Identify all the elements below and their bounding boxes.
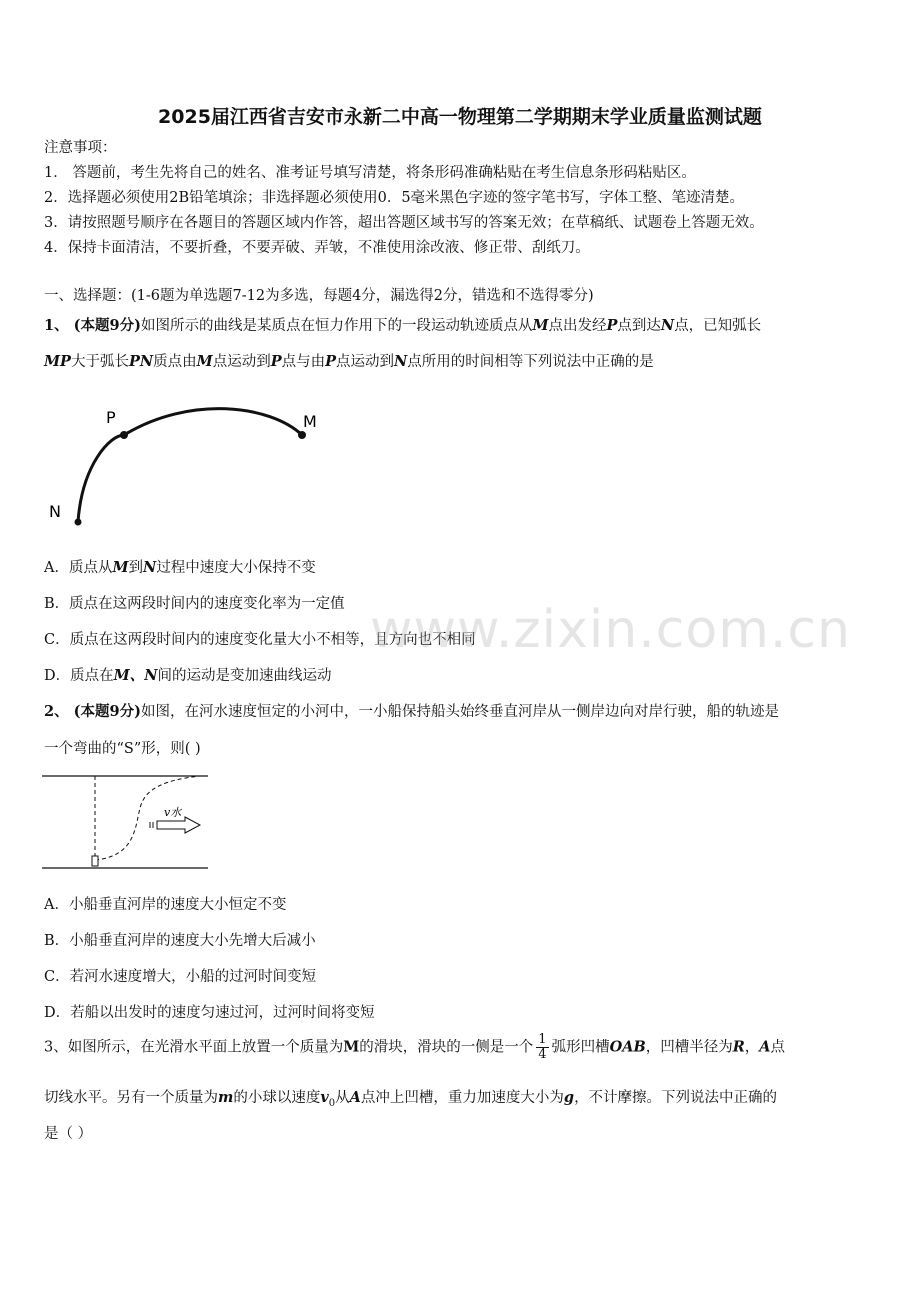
- q1-var: P: [325, 353, 337, 370]
- opt-var: M、N: [113, 667, 158, 684]
- q1-trajectory-figure: [40, 395, 340, 535]
- q3-text: 从: [335, 1090, 350, 1106]
- q1-number: 1、 (本题9分): [44, 317, 141, 334]
- fraction-numerator: 1: [538, 1032, 547, 1047]
- opt-var: N: [143, 559, 157, 576]
- q1-var: P: [606, 317, 618, 334]
- q1-option-b: B．质点在这两段时间内的速度变化率为一定值: [44, 596, 345, 612]
- watermark: www.zixin.com.cn: [370, 600, 851, 660]
- notice-item-2: 2．选择题必须使用2B铅笔填涂；非选择题必须使用0．5毫米黑色字迹的签字笔书写，字体工整、笔迹清楚。: [44, 190, 745, 206]
- fraction-denominator: 4: [538, 1047, 547, 1062]
- section-heading: 一、选择题：(1-6题为单选题7-12为多选，每题4分，漏选得2分，错选和不选得零分): [44, 288, 594, 304]
- q1-var: N: [394, 353, 408, 370]
- q3-text: 的小球以速度: [233, 1090, 321, 1106]
- opt-text: 到: [128, 560, 144, 576]
- q2-option-c: C．若河水速度增大，小船的过河时间变短: [44, 969, 317, 985]
- q3-line-2: [44, 1086, 777, 1109]
- q1-line-2: [44, 350, 654, 371]
- q1-text: 大于弧长: [70, 354, 129, 370]
- q1-text-d: 点，已知弧长: [674, 318, 762, 334]
- q3-subscript: 0: [328, 1097, 336, 1109]
- q3-var: M: [343, 1038, 360, 1056]
- label-n: N: [49, 502, 61, 521]
- q3-text: ，凹槽半径为: [645, 1039, 733, 1056]
- page-title: 2025届江西省吉安市永新二中高一物理第二学期期末学业质量监测试题: [158, 106, 762, 128]
- q3-text: 点: [770, 1039, 786, 1056]
- q3-var: OAB: [609, 1038, 646, 1056]
- opt-text: 间的运动是变加速曲线运动: [157, 668, 332, 684]
- q1-var: PN: [128, 353, 154, 370]
- q2-option-d: D．若船以出发时的速度匀速过河，过河时间将变短: [44, 1005, 375, 1021]
- q3-line-1: [44, 1033, 785, 1062]
- q1-var: MP: [44, 353, 71, 370]
- q2-line-2: 一个弯曲的“S”形，则( ): [44, 741, 201, 757]
- q1-text-a: 如图所示的曲线是某质点在恒力作用下的一段运动轨迹质点从: [140, 318, 533, 334]
- q1-text: 点所用的时间相等下列说法中正确的是: [407, 354, 654, 370]
- q3-text: ，: [744, 1039, 760, 1056]
- opt-var: M: [112, 559, 129, 576]
- q3-text: 切线水平。另有一个质量为: [44, 1090, 218, 1106]
- q1-text-b: 点出发经: [548, 318, 607, 334]
- boat-icon: [92, 856, 98, 866]
- q3-text: 的滑块，滑块的一侧是一个: [359, 1039, 534, 1056]
- notice-item-4: 4．保持卡面清洁，不要折叠，不要弄破、弄皱，不准使用涂改液、修正带、刮纸刀。: [44, 240, 590, 256]
- point-p: [120, 431, 128, 439]
- q1-var: M: [196, 353, 213, 370]
- q1-var: N: [660, 317, 675, 334]
- q3-text: 3、如图所示，在光滑水平面上放置一个质量为: [44, 1039, 344, 1056]
- q3-text: 点冲上凹槽，重力加速度大小为: [360, 1090, 564, 1106]
- q3-var: A: [759, 1038, 771, 1056]
- q1-option-c: C．质点在这两段时间内的速度变化量大小不相等，且方向也不相同: [44, 632, 476, 648]
- q2-option-a: A．小船垂直河岸的速度大小恒定不变: [44, 897, 287, 913]
- velocity-label: v水: [164, 806, 182, 819]
- q2-line-1: [44, 700, 779, 721]
- opt-text: 过程中速度大小保持不变: [156, 560, 316, 576]
- notice-item-1: 1． 答题前，考生先将自己的姓名、准考证号填写清楚，将条形码准确粘贴在考生信息条形码粘贴区。: [44, 165, 696, 181]
- q2-number: 2、 (本题9分): [44, 703, 141, 720]
- q3-line-3: 是（ ）: [44, 1126, 93, 1142]
- label-m: M: [303, 412, 317, 431]
- q1-line-1: [44, 314, 761, 335]
- q1-var: M: [532, 317, 549, 334]
- q1-text: 点运动到: [212, 354, 271, 370]
- q3-var: R: [732, 1038, 745, 1056]
- opt-text: A．质点从: [44, 560, 113, 576]
- point-m: [298, 431, 306, 439]
- water-velocity-arrow: [157, 817, 200, 833]
- q1-text-c: 点到达: [617, 318, 661, 334]
- point-n: [75, 519, 82, 526]
- opt-text: D．质点在: [44, 668, 114, 684]
- q3-var: v: [320, 1089, 329, 1106]
- q1-var: P: [270, 353, 282, 370]
- label-p: P: [106, 408, 116, 427]
- s-trajectory: [95, 776, 200, 860]
- q3-var: A: [349, 1089, 361, 1106]
- q3-var: m: [218, 1089, 234, 1106]
- q3-text: 弧形凹槽: [551, 1039, 610, 1056]
- q2-text: 如图，在河水速度恒定的小河中，一小船保持船头始终垂直河岸从一侧岸边向对岸行驶，船的轨迹是: [140, 704, 779, 720]
- notice-item-3: 3．请按照题号顺序在各题目的答题区域内作答，超出答题区域书写的答案无效；在草稿纸、试题卷上答题无效。: [44, 215, 764, 231]
- q2-river-figure: [40, 768, 215, 878]
- q1-text: 点与由: [281, 354, 326, 370]
- q3-var: g: [563, 1089, 575, 1106]
- q1-text: 点运动到: [336, 354, 395, 370]
- quarter-fraction: [536, 1033, 548, 1062]
- notice-heading: 注意事项：: [44, 140, 117, 156]
- q1-text: 质点由: [153, 354, 197, 370]
- q3-text: ，不计摩擦。下列说法中正确的: [574, 1090, 778, 1106]
- q2-option-b: B．小船垂直河岸的速度大小先增大后减小: [44, 933, 316, 949]
- q1-option-d: [44, 664, 331, 685]
- q1-option-a: [44, 556, 316, 577]
